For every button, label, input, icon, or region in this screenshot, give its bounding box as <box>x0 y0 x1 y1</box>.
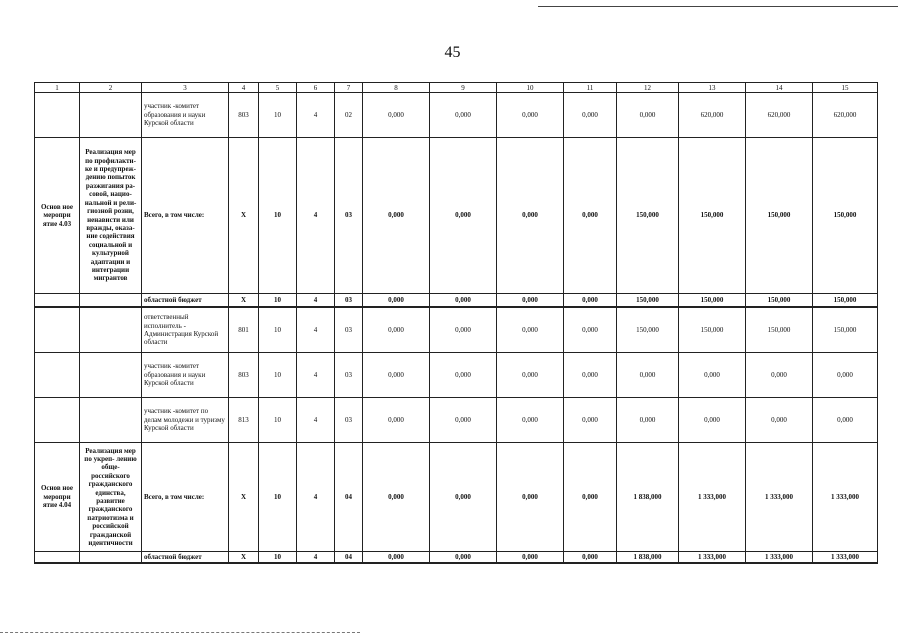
executor-cell: участник -комитет по делам молодежи и туризму Курской области <box>142 398 229 443</box>
table-cell: 0,000 <box>497 307 564 353</box>
table-cell: 0,000 <box>430 398 497 443</box>
table-cell: 0,000 <box>430 443 497 552</box>
table-cell: 10 <box>259 294 297 308</box>
table-cell: 150,000 <box>746 138 813 294</box>
table-cell: 620,000 <box>746 93 813 138</box>
table-cell: 0,000 <box>430 93 497 138</box>
table-cell: 150,000 <box>813 294 878 308</box>
table-cell: 0,000 <box>617 93 679 138</box>
measure-cell <box>35 552 80 564</box>
column-header: 9 <box>430 83 497 93</box>
executor-cell: областной бюджет <box>142 552 229 564</box>
column-header: 5 <box>259 83 297 93</box>
table-cell: 02 <box>335 93 363 138</box>
measure-name-cell <box>80 398 142 443</box>
table-cell: 4 <box>297 398 335 443</box>
table-cell: 10 <box>259 443 297 552</box>
table-row <box>35 294 878 308</box>
table-cell: 10 <box>259 398 297 443</box>
table-cell: 4 <box>297 443 335 552</box>
executor-cell: участник -комитет образования и науки Курской области <box>142 353 229 398</box>
table-cell: 1 333,000 <box>746 443 813 552</box>
measure-name-cell <box>80 552 142 564</box>
column-header: 12 <box>617 83 679 93</box>
table-cell: 1 333,000 <box>679 552 746 564</box>
table-cell: 150,000 <box>679 294 746 308</box>
table-cell: 03 <box>335 294 363 308</box>
table-cell: 0,000 <box>617 353 679 398</box>
measure-name-cell <box>80 307 142 353</box>
column-header: 3 <box>142 83 229 93</box>
table-cell: 803 <box>229 93 259 138</box>
table-cell: 0,000 <box>363 138 430 294</box>
table-cell: 1 838,000 <box>617 443 679 552</box>
table-cell: 1 333,000 <box>813 443 878 552</box>
table-cell: 0,000 <box>497 353 564 398</box>
table-cell: 150,000 <box>813 138 878 294</box>
top-rule <box>538 6 898 7</box>
measure-cell <box>35 398 80 443</box>
measure-name-cell: Реализация мер по укреп- лению обще- российского гражданского единства, развитие гражданского патриотизма и российской гражданской идентичности <box>80 443 142 552</box>
table-cell: 0,000 <box>564 353 617 398</box>
table-row <box>35 443 878 552</box>
executor-cell: участник -комитет образования и науки Курской области <box>142 93 229 138</box>
table-cell: 1 333,000 <box>679 443 746 552</box>
table-row <box>35 138 878 294</box>
column-header: 8 <box>363 83 430 93</box>
table-cell: 4 <box>297 552 335 564</box>
column-header: 2 <box>80 83 142 93</box>
table-cell: 03 <box>335 398 363 443</box>
table-cell: 150,000 <box>617 138 679 294</box>
table-row <box>35 552 878 564</box>
table-cell: 0,000 <box>564 93 617 138</box>
table-cell: 4 <box>297 93 335 138</box>
table-cell: 4 <box>297 307 335 353</box>
measure-cell <box>35 353 80 398</box>
table-cell: 0,000 <box>363 443 430 552</box>
table-cell: 0,000 <box>564 398 617 443</box>
column-header: 7 <box>335 83 363 93</box>
table-cell: 4 <box>297 294 335 308</box>
table-cell: 10 <box>259 93 297 138</box>
table-cell: 0,000 <box>430 552 497 564</box>
table-cell: 0,000 <box>813 353 878 398</box>
table-cell: 4 <box>297 353 335 398</box>
column-header: 14 <box>746 83 813 93</box>
column-header: 1 <box>35 83 80 93</box>
table-cell: 0,000 <box>363 398 430 443</box>
table-cell: 620,000 <box>813 93 878 138</box>
table-cell: 620,000 <box>679 93 746 138</box>
table-cell: Х <box>229 552 259 564</box>
measure-name-cell <box>80 294 142 308</box>
table-cell: 0,000 <box>497 443 564 552</box>
measure-name-cell <box>80 353 142 398</box>
table-cell: 1 333,000 <box>746 552 813 564</box>
table-cell: 0,000 <box>564 307 617 353</box>
table-cell: Х <box>229 443 259 552</box>
table-cell: 0,000 <box>497 138 564 294</box>
table-cell: 03 <box>335 138 363 294</box>
table-cell: 03 <box>335 307 363 353</box>
column-header: 11 <box>564 83 617 93</box>
header-row <box>35 83 878 93</box>
measure-cell <box>35 307 80 353</box>
table-cell: Х <box>229 294 259 308</box>
table-cell: 10 <box>259 353 297 398</box>
measure-cell: Основ ное меропри ятие 4.03 <box>35 138 80 294</box>
column-header: 13 <box>679 83 746 93</box>
table-cell: 0,000 <box>617 398 679 443</box>
table-cell: 0,000 <box>430 294 497 308</box>
table-cell: 0,000 <box>746 398 813 443</box>
column-header: 4 <box>229 83 259 93</box>
table-cell: 10 <box>259 307 297 353</box>
table-cell: 0,000 <box>497 93 564 138</box>
measure-cell <box>35 93 80 138</box>
table-cell: 0,000 <box>679 398 746 443</box>
executor-cell: Всего, в том числе: <box>142 138 229 294</box>
bottom-rule <box>0 632 360 633</box>
table-cell: 03 <box>335 353 363 398</box>
measure-cell: Основ ное меропри ятие 4.04 <box>35 443 80 552</box>
table-cell: 150,000 <box>813 307 878 353</box>
table-cell: 0,000 <box>430 307 497 353</box>
table-cell: 0,000 <box>746 353 813 398</box>
executor-cell: областной бюджет <box>142 294 229 308</box>
page-number: 45 <box>444 44 461 61</box>
table-cell: 1 838,000 <box>617 552 679 564</box>
table-cell: 0,000 <box>564 294 617 308</box>
table-cell: 150,000 <box>746 294 813 308</box>
table-cell: 150,000 <box>746 307 813 353</box>
table-cell: 04 <box>335 552 363 564</box>
column-header: 6 <box>297 83 335 93</box>
table-row <box>35 307 878 353</box>
column-header: 15 <box>813 83 878 93</box>
table-cell: 150,000 <box>679 307 746 353</box>
table-cell: 0,000 <box>679 353 746 398</box>
table-cell: 801 <box>229 307 259 353</box>
table-cell: 0,000 <box>564 552 617 564</box>
table-cell: 04 <box>335 443 363 552</box>
table-cell: 0,000 <box>363 552 430 564</box>
executor-cell: ответственный исполнитель - Администрация Курской области <box>142 307 229 353</box>
table-cell: 150,000 <box>617 294 679 308</box>
table-cell: 10 <box>259 552 297 564</box>
table-cell: 0,000 <box>430 353 497 398</box>
measure-name-cell: Реализация мер по профилакти- ке и предупреж- дению попыток разжигания ра- совой, нацио- нальной и рели- гиозной розни, ненависти или вражды, оказа- ние содействия социальной и культурной адаптации и интеграции мигрантов <box>80 138 142 294</box>
table-cell: 150,000 <box>679 138 746 294</box>
executor-cell: Всего, в том числе: <box>142 443 229 552</box>
measure-name-cell <box>80 93 142 138</box>
table-cell: Х <box>229 138 259 294</box>
table-cell: 813 <box>229 398 259 443</box>
table-cell: 0,000 <box>497 398 564 443</box>
table-cell: 0,000 <box>363 307 430 353</box>
table-cell: 0,000 <box>363 93 430 138</box>
table-cell: 0,000 <box>497 294 564 308</box>
table-cell: 0,000 <box>813 398 878 443</box>
table-cell: 0,000 <box>564 138 617 294</box>
table-cell: 10 <box>259 138 297 294</box>
funding-table <box>34 82 878 564</box>
table-cell: 0,000 <box>430 138 497 294</box>
table-cell: 150,000 <box>617 307 679 353</box>
table-cell: 0,000 <box>363 353 430 398</box>
table-row <box>35 353 878 398</box>
table-row <box>35 398 878 443</box>
table-cell: 4 <box>297 138 335 294</box>
table-row <box>35 93 878 138</box>
measure-cell <box>35 294 80 308</box>
table-cell: 0,000 <box>497 552 564 564</box>
table-cell: 1 333,000 <box>813 552 878 564</box>
column-header: 10 <box>497 83 564 93</box>
table-cell: 0,000 <box>363 294 430 308</box>
table-cell: 803 <box>229 353 259 398</box>
table-cell: 0,000 <box>564 443 617 552</box>
